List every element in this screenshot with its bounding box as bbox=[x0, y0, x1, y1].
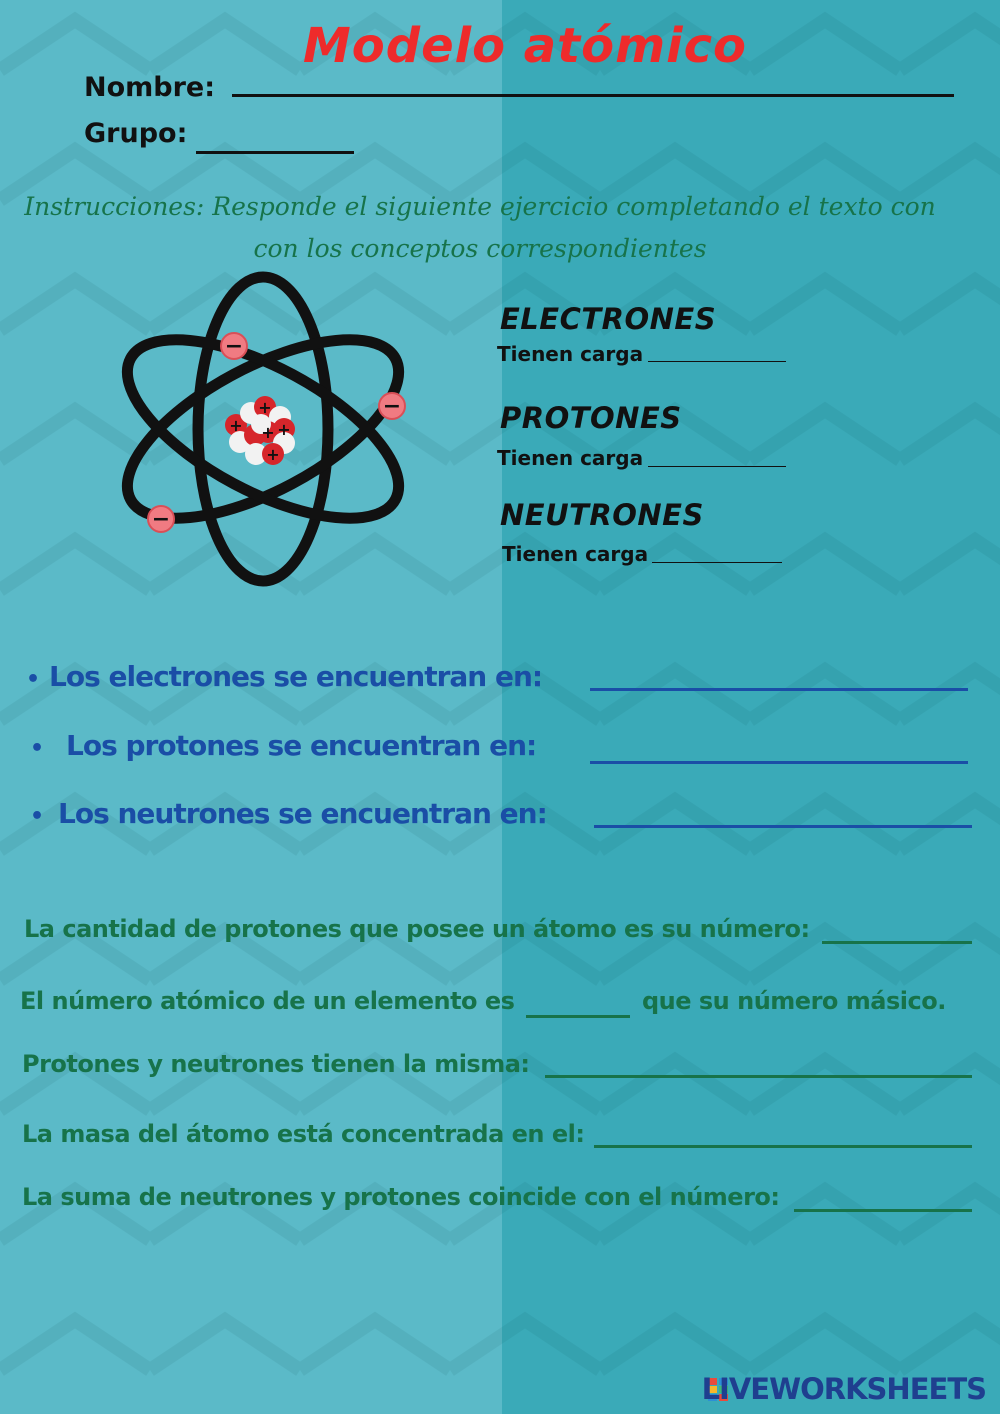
name-input-line[interactable] bbox=[232, 94, 954, 97]
question-2-input[interactable] bbox=[526, 1015, 630, 1018]
question-2-text-before: El número atómico de un elemento es bbox=[20, 987, 515, 1015]
instructions-text: Instrucciones: Responde el siguiente ejercicio completando el texto con con los conceptos correspondientes bbox=[24, 192, 936, 263]
protons-charge-input[interactable] bbox=[648, 466, 786, 467]
question-2-text-after: que su número másico. bbox=[642, 987, 946, 1015]
name-label: Nombre: bbox=[84, 72, 216, 103]
bullet-electrons-input[interactable] bbox=[590, 688, 968, 691]
brand-watermark[interactable]: LIVEWORKSHEETS bbox=[701, 1372, 986, 1406]
question-1-text: La cantidad de protones que posee un átomo es su número: bbox=[24, 915, 810, 943]
atom-illustration bbox=[108, 266, 418, 596]
bullet-electrons-text: Los electrones se encuentran en: bbox=[49, 660, 543, 693]
electrons-heading: ELECTRONES bbox=[500, 302, 717, 336]
protons-heading: PROTONES bbox=[500, 401, 682, 435]
question-4-input[interactable] bbox=[594, 1145, 972, 1148]
neutrons-charge-input[interactable] bbox=[652, 562, 782, 563]
protons-charge-label: Tienen carga bbox=[497, 446, 644, 470]
proton-sign: + bbox=[229, 416, 243, 435]
electrons-charge-label: Tienen carga bbox=[497, 342, 644, 366]
bullet-neutrons-text: Los neutrones se encuentran en: bbox=[58, 797, 547, 830]
proton-sign: + bbox=[266, 445, 280, 464]
bullet-dot: • bbox=[26, 667, 41, 692]
electron-sign: − bbox=[224, 334, 244, 359]
neutrons-charge-label: Tienen carga bbox=[502, 542, 649, 566]
page-title: Modelo atómico bbox=[302, 18, 747, 74]
electron-sign: − bbox=[382, 394, 402, 419]
electron-sign: − bbox=[151, 507, 171, 532]
proton-sign: + bbox=[277, 420, 291, 439]
bullet-protons-input[interactable] bbox=[590, 761, 968, 764]
question-4-text: La masa del átomo está concentrada en el: bbox=[22, 1120, 585, 1148]
bullet-protons-text: Los protones se encuentran en: bbox=[66, 729, 537, 762]
electrons-charge-input[interactable] bbox=[648, 361, 786, 362]
proton-sign: + bbox=[258, 398, 272, 417]
bullet-dot: • bbox=[30, 736, 45, 761]
bullet-neutrons-input[interactable] bbox=[594, 825, 972, 828]
question-3-text: Protones y neutrones tienen la misma: bbox=[22, 1050, 530, 1078]
neutrons-heading: NEUTRONES bbox=[500, 498, 704, 532]
group-input-line[interactable] bbox=[196, 151, 354, 154]
bullet-dot: • bbox=[30, 804, 45, 829]
question-5-text: La suma de neutrones y protones coincide con el número: bbox=[22, 1183, 780, 1211]
question-1-input[interactable] bbox=[822, 941, 972, 944]
group-label: Grupo: bbox=[84, 118, 188, 149]
question-3-input[interactable] bbox=[545, 1075, 972, 1078]
proton-sign: + bbox=[261, 423, 275, 442]
question-5-input[interactable] bbox=[794, 1209, 972, 1212]
